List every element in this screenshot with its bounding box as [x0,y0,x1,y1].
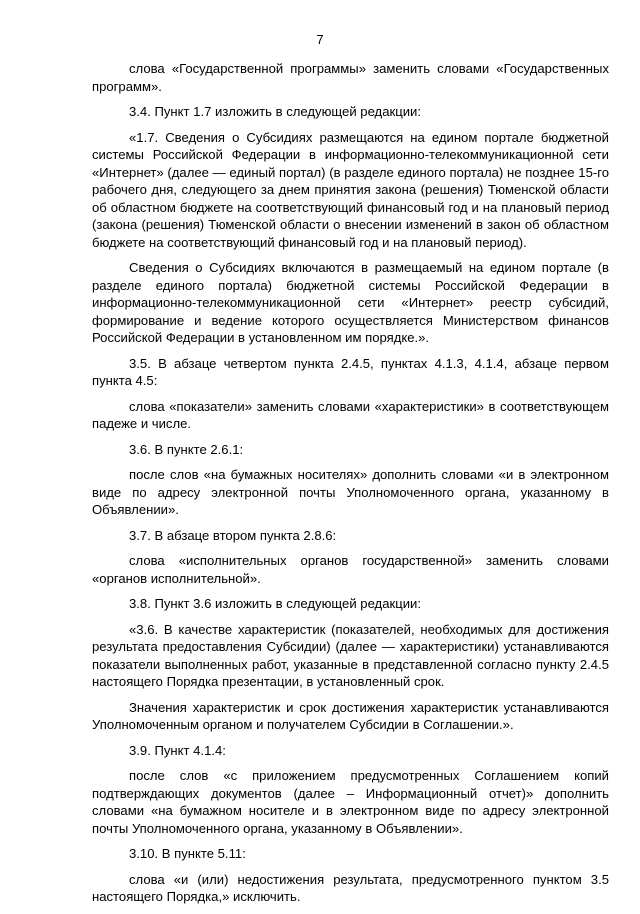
paragraph: слова «исполнительных органов государственной» заменить словами «органов исполнительной». [92,553,609,586]
paragraph: после слов «с приложением предусмотренных Соглашением копий подтверждающих документов (далее – Информационный отчет)» дополнить словами «на бумажном носителе и в электронном виде по адресу электронной почты Уполномоченного органа, указанному в Объявлении». [92,768,609,836]
paragraph: 3.9. Пункт 4.1.4: [129,742,226,758]
paragraph: 3.6. В пункте 2.6.1: [129,441,244,457]
paragraph: слова «Государственной программы» заменить словами «Государственных программ». [92,61,609,94]
document-body [92,60,609,914]
paragraph: после слов «на бумажных носителях» дополнить словами «и в электронном виде по адресу электронной почты Уполномоченного органа, указанному в Объявлении». [92,467,609,517]
page-number: 7 [316,32,324,47]
paragraph: «3.6. В качестве характеристик (показателей, необходимых для достижения результата предоставления Субсидии) (далее — характеристики) устанавливаются показатели выполненных работ, указанные в представленной согласно пункту 2.4.5 настоящего Порядка презентации, в установленный срок. [92,621,609,689]
paragraph: 3.10. В пункте 5.11: [129,846,246,861]
paragraph: «1.7. Сведения о Субсидиях размещаются на едином портале бюджетной системы Российской Федерации в информационно-телекоммуникационной сети «Интернет» (далее — единый портал) (в разделе единого портала) не позднее 15-го рабочего дня, следующего за днем принятия закона (решения) Тюменской области об областном бюджете на соответствующий финансовый год и на плановый период (закона (решения) Тюменской области о внесении изменений в закон об областном бюджете на соответствующий финансовый год и на плановый период). [92,129,609,250]
paragraph: 3.4. Пункт 1.7 изложить в следующей редакции: [129,104,421,119]
paragraph: 3.7. В абзаце втором пункта 2.8.6: [129,527,337,543]
paragraph: 3.5. В абзаце четвертом пункта 2.4.5, пунктах 4.1.3, 4.1.4, абзаце первом пункта 4.5: [92,355,609,388]
paragraph: Сведения о Субсидиях включаются в размещаемый на едином портале (в разделе единого портала) бюджетной системы Российской Федерации в информационно-телекоммуникационной сети «Интернет» реестр субсидий, формирование и ведение которого осуществляется Министерством финансов Российской Федерации в установленном им порядке.». [92,260,609,345]
paragraph: слова «и (или) недостижения результата, предусмотренного пунктом 3.5 настоящего Порядка,» исключить. [92,871,609,904]
paragraph: 3.8. Пункт 3.6 изложить в следующей редакции: [129,596,421,611]
paragraph: слова «показатели» заменить словами «характеристики» в соответствующем падеже и числе. [92,398,609,431]
paragraph: Значения характеристик и срок достижения характеристик устанавливаются Уполномоченным органом и получателем Субсидии в Соглашении.». [92,699,609,732]
